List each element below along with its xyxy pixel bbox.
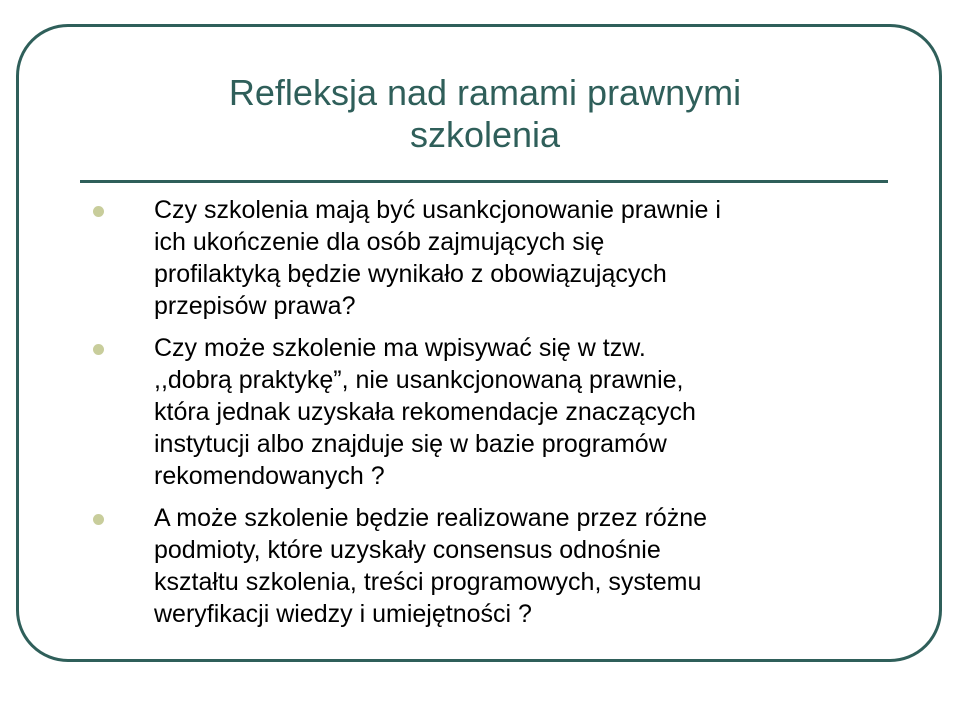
bullet-dot-icon [93, 344, 104, 355]
bullet-2-line-4: instytucji albo znajduje się w bazie programów [154, 430, 667, 458]
bullet-3-line-1: A może szkolenie będzie realizowane przez różne [154, 504, 708, 532]
bullet-3-line-2: podmioty, które uzyskały consensus odnośnie [154, 536, 661, 564]
bullet-1-line-4: przepisów prawa? [154, 292, 356, 320]
bullet-item-2 [88, 332, 908, 492]
bullet-dot-icon [93, 514, 104, 525]
bullet-2-line-3: która jednak uzyskała rekomendacje znaczących [154, 398, 696, 426]
bullet-2-line-5: rekomendowanych ? [154, 462, 385, 490]
bullet-1-line-3: profilaktyką będzie wynikało z obowiązujących [154, 260, 667, 288]
bullet-3-line-4: weryfikacji wiedzy i umiejętności ? [154, 600, 532, 628]
bullet-1-line-2: ich ukończenie dla osób zajmujących się [154, 228, 605, 256]
bullet-1-line-1: Czy szkolenia mają być usankcjonowanie prawnie i [154, 196, 721, 224]
bullet-2-line-2: ,,dobrą praktykę”, nie usankcjonowaną prawnie, [154, 366, 684, 394]
bullet-item-3 [88, 502, 908, 630]
bullet-item-1 [88, 194, 908, 322]
bullet-list [88, 194, 908, 640]
bullet-dot-icon [93, 206, 104, 217]
bullet-2-line-1: Czy może szkolenie ma wpisywać się w tzw. [154, 334, 646, 362]
slide-title-line-1: Refleksja nad ramami prawnymi [228, 72, 742, 113]
slide-title [70, 72, 900, 156]
slide-title-line-2: szkolenia [409, 114, 561, 155]
title-divider [80, 180, 888, 183]
bullet-3-line-3: kształtu szkolenia, treści programowych, systemu [154, 568, 702, 596]
